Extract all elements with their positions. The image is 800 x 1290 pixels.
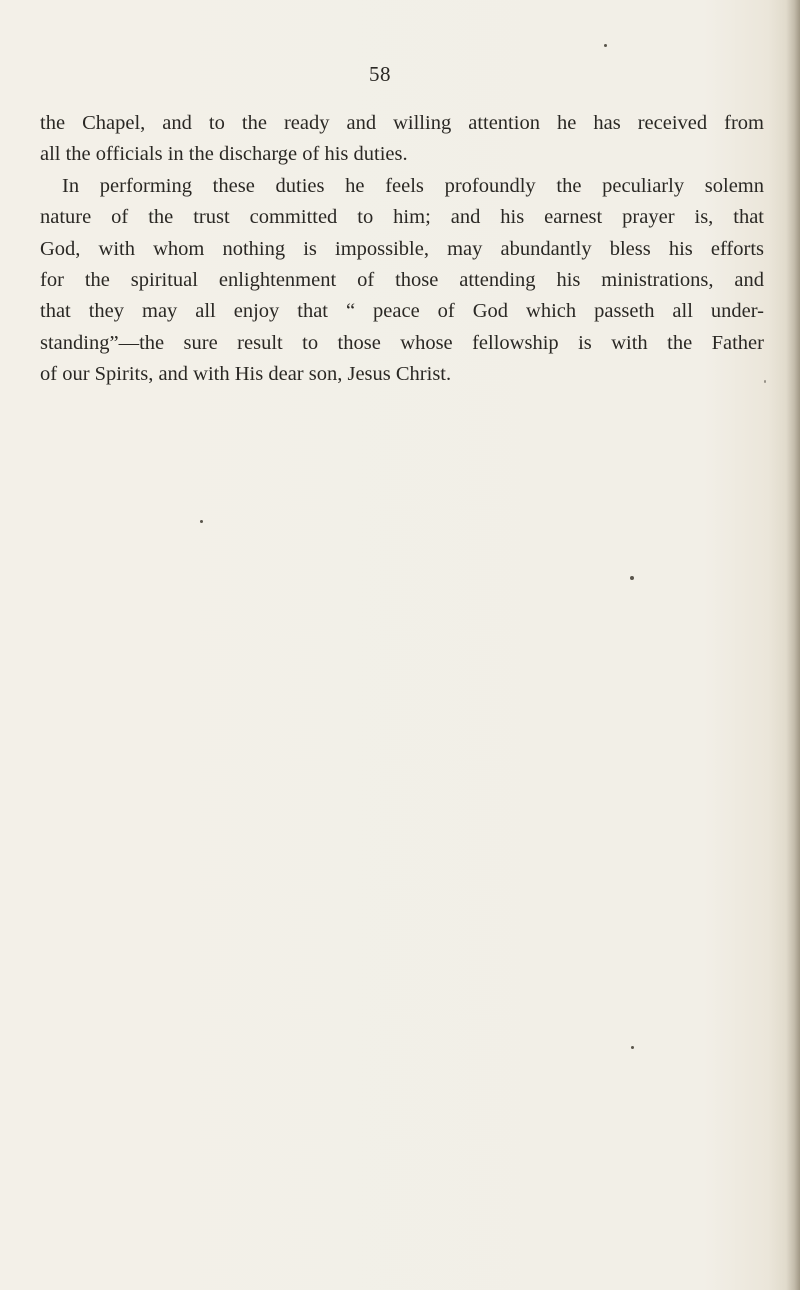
page-edge-shadow <box>786 0 800 1290</box>
paper-speck <box>630 576 634 580</box>
text-line: all the officials in the discharge of his duties. <box>40 143 408 166</box>
paper-speck <box>764 380 766 383</box>
paper-speck <box>604 44 607 47</box>
text-line: that they may all enjoy that “ peace of God which passeth all under- <box>40 300 764 323</box>
paper-speck <box>200 520 203 523</box>
text-line: nature of the trust committed to him; and his earnest prayer is, that <box>40 206 764 229</box>
text-line: for the spiritual enlightenment of those attending his ministrations, and <box>40 268 764 291</box>
paper-speck <box>631 1046 634 1049</box>
text-line: of our Spirits, and with His dear son, Jesus Christ. <box>40 363 452 386</box>
body-text <box>40 108 764 391</box>
text-line: God, with whom nothing is impossible, may abundantly bless his efforts <box>40 237 764 260</box>
text-line: standing”—the sure result to those whose fellowship is with the Father <box>40 331 764 354</box>
page-number: 58 <box>369 62 391 86</box>
text-line: In performing these duties he feels profoundly the peculiarly solemn <box>62 174 764 197</box>
text-line: the Chapel, and to the ready and willing attention he has received from <box>40 112 764 134</box>
